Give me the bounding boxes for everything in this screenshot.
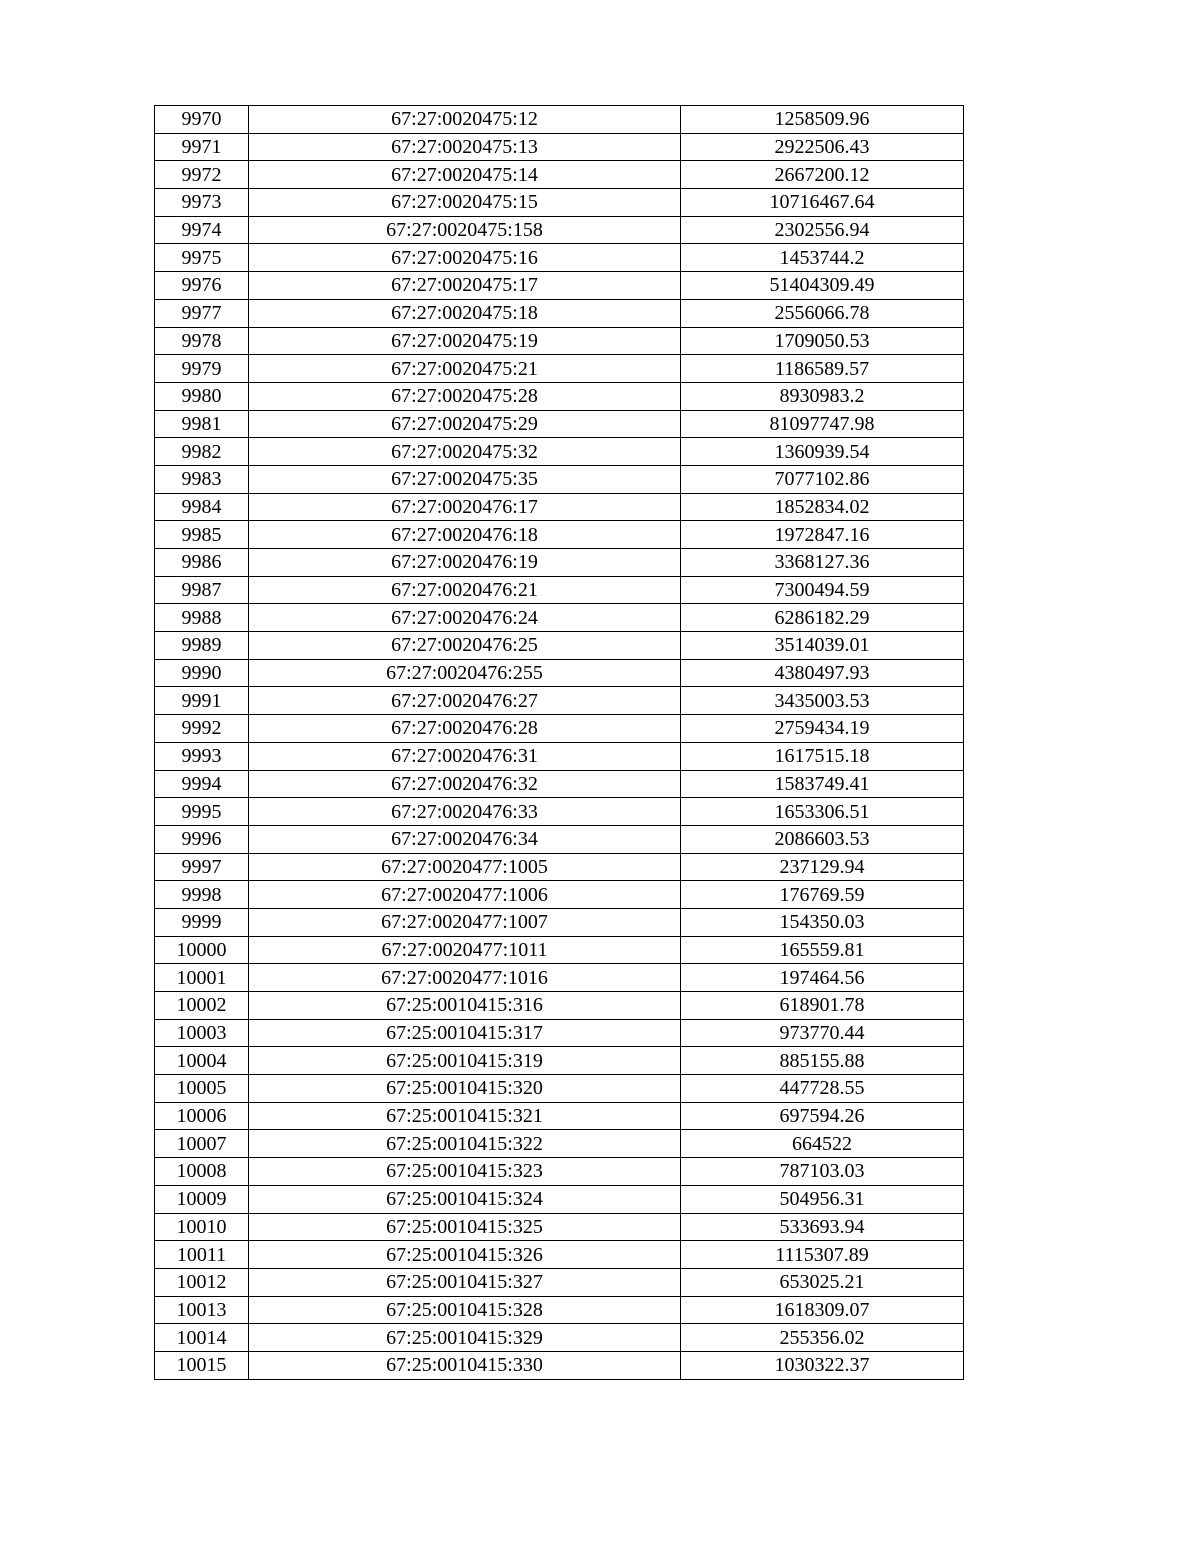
row-number-cell: 10015 <box>155 1351 249 1379</box>
row-number-cell: 9987 <box>155 576 249 604</box>
table-row <box>155 798 964 826</box>
cadastral-number-cell: 67:27:0020475:13 <box>249 133 681 161</box>
cadastral-number-cell: 67:25:0010415:328 <box>249 1296 681 1324</box>
table-row <box>155 659 964 687</box>
row-number-cell: 9994 <box>155 770 249 798</box>
cadastral-number-cell: 67:27:0020477:1006 <box>249 881 681 909</box>
cadastral-number-cell: 67:25:0010415:316 <box>249 992 681 1020</box>
table-row <box>155 687 964 715</box>
table-row <box>155 1241 964 1269</box>
value-cell: 6286182.29 <box>681 604 964 632</box>
row-number-cell: 10006 <box>155 1102 249 1130</box>
cadastral-number-cell: 67:27:0020476:17 <box>249 493 681 521</box>
table-row <box>155 604 964 632</box>
value-cell: 1618309.07 <box>681 1296 964 1324</box>
row-number-cell: 10001 <box>155 964 249 992</box>
table-row <box>155 216 964 244</box>
cadastral-number-cell: 67:27:0020475:14 <box>249 161 681 189</box>
row-number-cell: 9984 <box>155 493 249 521</box>
value-cell: 3368127.36 <box>681 549 964 577</box>
cadastral-number-cell: 67:27:0020475:158 <box>249 216 681 244</box>
row-number-cell: 10004 <box>155 1047 249 1075</box>
cadastral-number-cell: 67:25:0010415:319 <box>249 1047 681 1075</box>
cadastral-number-cell: 67:25:0010415:325 <box>249 1213 681 1241</box>
row-number-cell: 9980 <box>155 382 249 410</box>
table-row <box>155 825 964 853</box>
cadastral-number-cell: 67:27:0020475:32 <box>249 438 681 466</box>
value-cell: 3435003.53 <box>681 687 964 715</box>
value-cell: 2556066.78 <box>681 299 964 327</box>
value-cell: 1653306.51 <box>681 798 964 826</box>
row-number-cell: 9981 <box>155 410 249 438</box>
row-number-cell: 9990 <box>155 659 249 687</box>
table-row <box>155 299 964 327</box>
value-cell: 787103.03 <box>681 1158 964 1186</box>
row-number-cell: 9996 <box>155 825 249 853</box>
cadastral-number-cell: 67:27:0020477:1005 <box>249 853 681 881</box>
table-row <box>155 465 964 493</box>
value-cell: 255356.02 <box>681 1324 964 1352</box>
row-number-cell: 10008 <box>155 1158 249 1186</box>
cadastral-number-cell: 67:25:0010415:324 <box>249 1185 681 1213</box>
value-cell: 1030322.37 <box>681 1351 964 1379</box>
cadastral-number-cell: 67:25:0010415:323 <box>249 1158 681 1186</box>
cadastral-number-cell: 67:27:0020475:28 <box>249 382 681 410</box>
table-row <box>155 161 964 189</box>
cadastral-number-cell: 67:27:0020476:32 <box>249 770 681 798</box>
cadastral-number-cell: 67:27:0020476:24 <box>249 604 681 632</box>
value-cell: 1360939.54 <box>681 438 964 466</box>
value-cell: 1453744.2 <box>681 244 964 272</box>
value-cell: 2667200.12 <box>681 161 964 189</box>
value-cell: 10716467.64 <box>681 189 964 217</box>
value-cell: 885155.88 <box>681 1047 964 1075</box>
value-cell: 664522 <box>681 1130 964 1158</box>
cadastral-number-cell: 67:27:0020476:255 <box>249 659 681 687</box>
row-number-cell: 10009 <box>155 1185 249 1213</box>
row-number-cell: 9983 <box>155 465 249 493</box>
table-row <box>155 355 964 383</box>
table-row <box>155 1019 964 1047</box>
table-row <box>155 853 964 881</box>
cadastral-number-cell: 67:27:0020475:35 <box>249 465 681 493</box>
cadastral-number-cell: 67:27:0020477:1007 <box>249 908 681 936</box>
cadastral-number-cell: 67:25:0010415:322 <box>249 1130 681 1158</box>
table-row <box>155 1324 964 1352</box>
row-number-cell: 10013 <box>155 1296 249 1324</box>
row-number-cell: 9977 <box>155 299 249 327</box>
value-cell: 1709050.53 <box>681 327 964 355</box>
value-cell: 51404309.49 <box>681 272 964 300</box>
value-cell: 8930983.2 <box>681 382 964 410</box>
value-cell: 533693.94 <box>681 1213 964 1241</box>
table-row <box>155 189 964 217</box>
row-number-cell: 9972 <box>155 161 249 189</box>
table-row <box>155 1130 964 1158</box>
value-cell: 1972847.16 <box>681 521 964 549</box>
value-cell: 973770.44 <box>681 1019 964 1047</box>
table-row <box>155 742 964 770</box>
row-number-cell: 9985 <box>155 521 249 549</box>
table-row <box>155 576 964 604</box>
cadastral-number-cell: 67:25:0010415:326 <box>249 1241 681 1269</box>
row-number-cell: 9973 <box>155 189 249 217</box>
row-number-cell: 9978 <box>155 327 249 355</box>
value-cell: 1583749.41 <box>681 770 964 798</box>
cadastral-number-cell: 67:27:0020475:16 <box>249 244 681 272</box>
cadastral-number-cell: 67:27:0020475:29 <box>249 410 681 438</box>
value-cell: 165559.81 <box>681 936 964 964</box>
cadastral-number-cell: 67:25:0010415:329 <box>249 1324 681 1352</box>
cadastral-number-cell: 67:27:0020475:17 <box>249 272 681 300</box>
value-cell: 197464.56 <box>681 964 964 992</box>
table-row <box>155 770 964 798</box>
row-number-cell: 9982 <box>155 438 249 466</box>
row-number-cell: 9997 <box>155 853 249 881</box>
table-row <box>155 1185 964 1213</box>
value-cell: 1186589.57 <box>681 355 964 383</box>
row-number-cell: 9992 <box>155 715 249 743</box>
value-cell: 81097747.98 <box>681 410 964 438</box>
value-cell: 7077102.86 <box>681 465 964 493</box>
row-number-cell: 9979 <box>155 355 249 383</box>
cadastral-number-cell: 67:27:0020475:21 <box>249 355 681 383</box>
table-row <box>155 632 964 660</box>
value-cell: 3514039.01 <box>681 632 964 660</box>
table-row <box>155 410 964 438</box>
cadastral-number-cell: 67:27:0020476:27 <box>249 687 681 715</box>
cadastral-number-cell: 67:27:0020476:34 <box>249 825 681 853</box>
cadastral-number-cell: 67:27:0020477:1016 <box>249 964 681 992</box>
table-row <box>155 133 964 161</box>
table-row <box>155 382 964 410</box>
table-row <box>155 1075 964 1103</box>
value-cell: 504956.31 <box>681 1185 964 1213</box>
cadastral-number-cell: 67:27:0020477:1011 <box>249 936 681 964</box>
table-row <box>155 1102 964 1130</box>
cadastral-number-cell: 67:25:0010415:317 <box>249 1019 681 1047</box>
cadastral-number-cell: 67:27:0020475:19 <box>249 327 681 355</box>
table-body <box>155 106 964 1380</box>
value-cell: 447728.55 <box>681 1075 964 1103</box>
value-cell: 1852834.02 <box>681 493 964 521</box>
cadastral-number-cell: 67:27:0020475:18 <box>249 299 681 327</box>
value-cell: 2922506.43 <box>681 133 964 161</box>
table-row <box>155 1047 964 1075</box>
table-row <box>155 106 964 134</box>
cadastral-number-cell: 67:27:0020476:21 <box>249 576 681 604</box>
row-number-cell: 9970 <box>155 106 249 134</box>
row-number-cell: 10002 <box>155 992 249 1020</box>
row-number-cell: 9988 <box>155 604 249 632</box>
row-number-cell: 10010 <box>155 1213 249 1241</box>
cadastral-number-cell: 67:27:0020476:33 <box>249 798 681 826</box>
row-number-cell: 10007 <box>155 1130 249 1158</box>
row-number-cell: 10000 <box>155 936 249 964</box>
row-number-cell: 9976 <box>155 272 249 300</box>
table-row <box>155 244 964 272</box>
table-row <box>155 493 964 521</box>
value-cell: 4380497.93 <box>681 659 964 687</box>
row-number-cell: 10012 <box>155 1268 249 1296</box>
row-number-cell: 10014 <box>155 1324 249 1352</box>
row-number-cell: 9995 <box>155 798 249 826</box>
row-number-cell: 9986 <box>155 549 249 577</box>
row-number-cell: 9971 <box>155 133 249 161</box>
cadastral-number-cell: 67:25:0010415:330 <box>249 1351 681 1379</box>
value-cell: 176769.59 <box>681 881 964 909</box>
cadastral-number-cell: 67:27:0020475:15 <box>249 189 681 217</box>
table-row <box>155 438 964 466</box>
row-number-cell: 9999 <box>155 908 249 936</box>
table-row <box>155 549 964 577</box>
value-cell: 1258509.96 <box>681 106 964 134</box>
value-cell: 697594.26 <box>681 1102 964 1130</box>
cadastral-number-cell: 67:27:0020476:19 <box>249 549 681 577</box>
row-number-cell: 10003 <box>155 1019 249 1047</box>
table-row <box>155 327 964 355</box>
table-row <box>155 1268 964 1296</box>
cadastral-number-cell: 67:27:0020476:25 <box>249 632 681 660</box>
cadastral-number-cell: 67:25:0010415:320 <box>249 1075 681 1103</box>
value-cell: 237129.94 <box>681 853 964 881</box>
cadastral-number-cell: 67:27:0020476:31 <box>249 742 681 770</box>
row-number-cell: 9989 <box>155 632 249 660</box>
row-number-cell: 10005 <box>155 1075 249 1103</box>
value-cell: 2086603.53 <box>681 825 964 853</box>
value-cell: 7300494.59 <box>681 576 964 604</box>
cadastral-number-cell: 67:27:0020476:28 <box>249 715 681 743</box>
cadastral-number-cell: 67:25:0010415:327 <box>249 1268 681 1296</box>
table-row <box>155 908 964 936</box>
table-row <box>155 936 964 964</box>
value-cell: 154350.03 <box>681 908 964 936</box>
value-cell: 1115307.89 <box>681 1241 964 1269</box>
table-row <box>155 1296 964 1324</box>
row-number-cell: 9998 <box>155 881 249 909</box>
value-cell: 2302556.94 <box>681 216 964 244</box>
row-number-cell: 9993 <box>155 742 249 770</box>
value-cell: 2759434.19 <box>681 715 964 743</box>
table-row <box>155 1158 964 1186</box>
data-table <box>154 105 964 1380</box>
row-number-cell: 9974 <box>155 216 249 244</box>
table-row <box>155 992 964 1020</box>
table-row <box>155 272 964 300</box>
cadastral-number-cell: 67:27:0020476:18 <box>249 521 681 549</box>
table-row <box>155 1213 964 1241</box>
row-number-cell: 9991 <box>155 687 249 715</box>
value-cell: 1617515.18 <box>681 742 964 770</box>
table-row <box>155 964 964 992</box>
table-row <box>155 1351 964 1379</box>
table-row <box>155 881 964 909</box>
cadastral-number-cell: 67:27:0020475:12 <box>249 106 681 134</box>
row-number-cell: 10011 <box>155 1241 249 1269</box>
row-number-cell: 9975 <box>155 244 249 272</box>
value-cell: 618901.78 <box>681 992 964 1020</box>
table-row <box>155 521 964 549</box>
value-cell: 653025.21 <box>681 1268 964 1296</box>
cadastral-number-cell: 67:25:0010415:321 <box>249 1102 681 1130</box>
table-row <box>155 715 964 743</box>
